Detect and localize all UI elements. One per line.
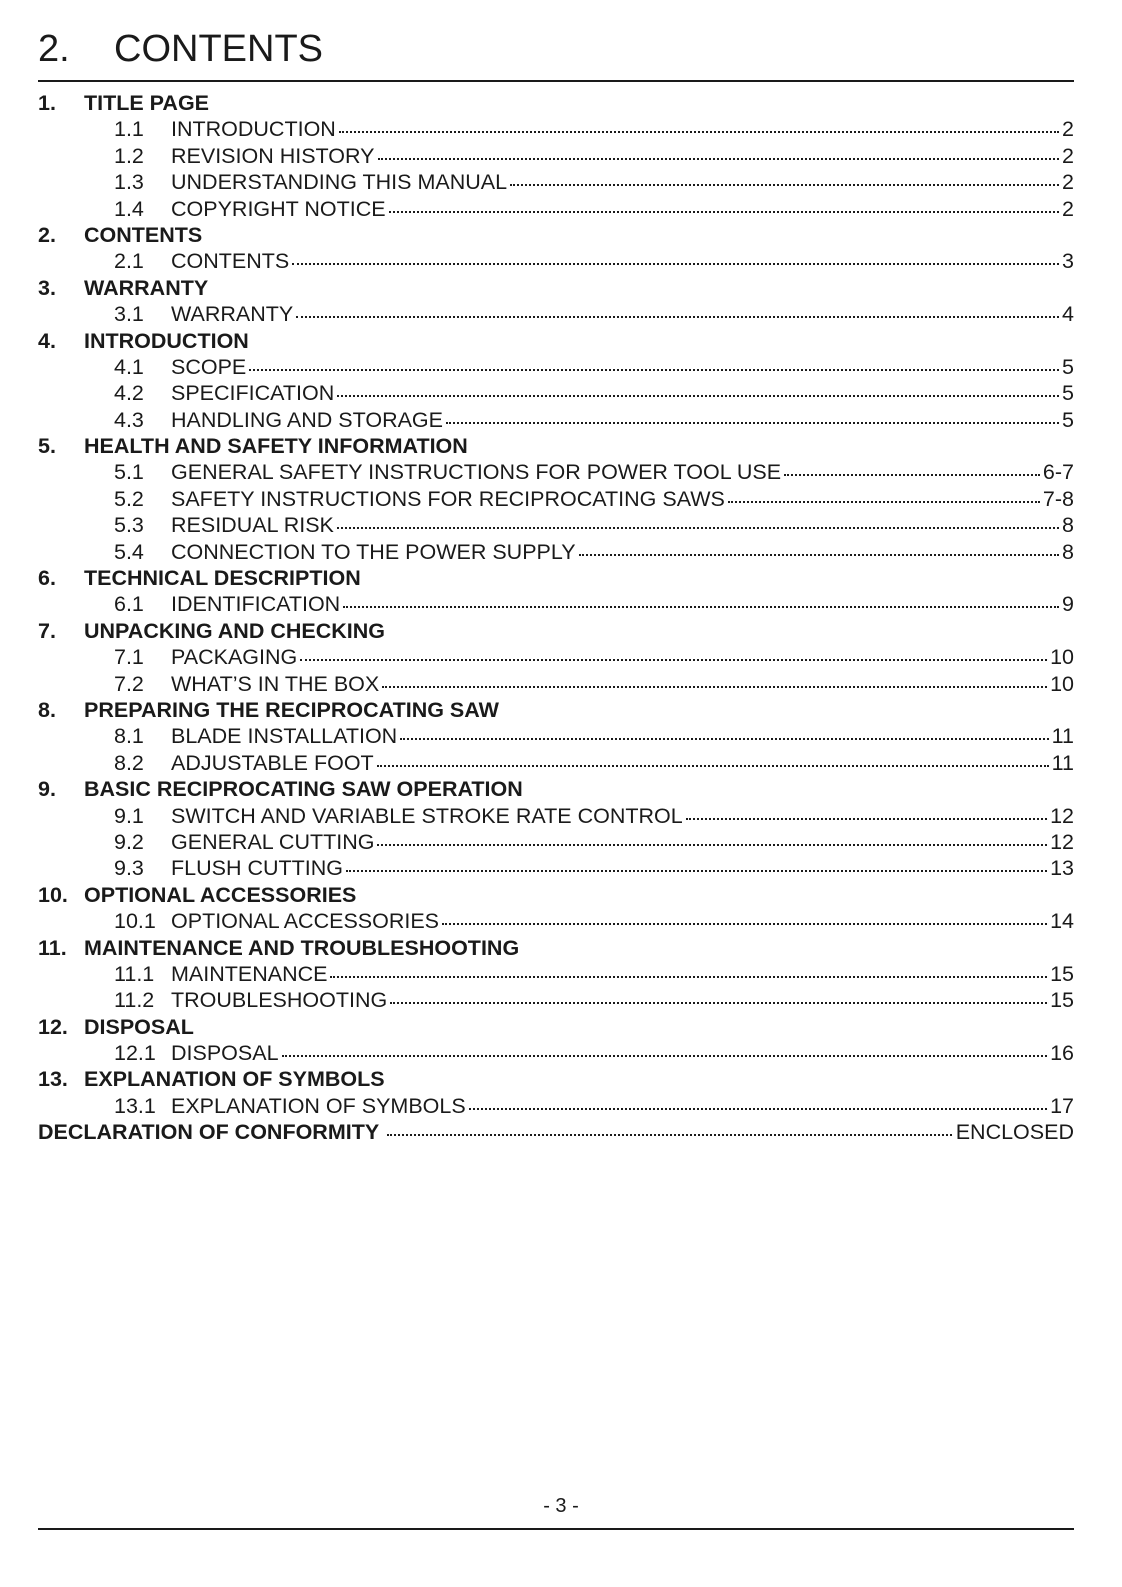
toc-entry[interactable] — [38, 407, 1074, 433]
toc-entry-title: ADJUSTABLE FOOT — [171, 750, 374, 775]
toc-entry-number: 5.4 — [114, 539, 144, 564]
dot-leader — [296, 316, 1059, 318]
toc-entry-page: 11 — [1051, 724, 1074, 749]
toc-entry-title: INTRODUCTION — [171, 117, 336, 142]
toc-entry-page: 3 — [1062, 249, 1074, 274]
toc-entry-title: REVISION HISTORY — [171, 143, 375, 168]
dot-leader — [346, 870, 1047, 872]
toc-entry-page: 2 — [1062, 117, 1074, 142]
toc-entry-number: 12.1 — [114, 1041, 156, 1066]
toc-entry-page: 2 — [1062, 143, 1074, 168]
toc-entry-number: 11.1 — [114, 961, 155, 986]
dot-leader — [330, 976, 1047, 978]
dot-leader — [686, 818, 1047, 820]
dot-leader — [387, 1134, 952, 1136]
dot-leader — [390, 1002, 1047, 1004]
toc-entry-number: 5.2 — [114, 486, 144, 511]
dot-leader — [442, 923, 1047, 925]
toc-entry-number: 6.1 — [114, 592, 144, 617]
toc-section-title: CONTENTS — [84, 222, 203, 247]
dot-leader — [389, 211, 1059, 213]
toc-entry[interactable] — [38, 723, 1074, 749]
toc-entry[interactable] — [38, 512, 1074, 538]
toc-entry-page: 17 — [1050, 1093, 1074, 1118]
toc-entry-number: 7.1 — [114, 645, 144, 670]
dot-leader — [337, 527, 1059, 529]
toc-entry[interactable] — [38, 829, 1074, 855]
toc-entry-number: 2.1 — [114, 249, 144, 274]
toc-entry-title: WARRANTY — [171, 302, 294, 327]
toc-entry-page: 8 — [1062, 539, 1074, 564]
toc-entry-number: 11.2 — [114, 988, 155, 1013]
dot-leader — [300, 659, 1047, 661]
page-title — [38, 26, 1074, 82]
dot-leader — [378, 158, 1059, 160]
toc-section-heading[interactable] — [38, 935, 1074, 961]
dot-leader — [382, 686, 1047, 688]
toc-entry-title: SWITCH AND VARIABLE STROKE RATE CONTROL — [171, 803, 683, 828]
toc-section-number: 13. — [38, 1067, 68, 1092]
toc-entry-title: WHAT’S IN THE BOX — [171, 671, 380, 696]
page-title-label: CONTENTS — [114, 28, 323, 70]
toc-entry[interactable] — [38, 644, 1074, 670]
toc-entry-number: 7.2 — [114, 671, 144, 696]
toc-section-title: TITLE PAGE — [84, 91, 210, 115]
toc-entry-page: 4 — [1062, 302, 1074, 327]
toc-entry[interactable] — [38, 143, 1074, 169]
toc-section-number: 12. — [38, 1014, 68, 1039]
toc-section-number: 11. — [38, 935, 67, 960]
toc-section-number: 4. — [38, 328, 56, 353]
toc-entry-number: 5.1 — [114, 460, 144, 485]
toc-section-title: DISPOSAL — [84, 1014, 194, 1039]
toc-entry-title: EXPLANATION OF SYMBOLS — [171, 1093, 466, 1118]
dot-leader — [784, 474, 1040, 476]
dot-leader — [728, 501, 1040, 503]
dot-leader — [446, 422, 1059, 424]
toc-entry-title: CONNECTION TO THE POWER SUPPLY — [171, 539, 576, 564]
toc-entry-number: 5.3 — [114, 513, 144, 538]
toc-entry[interactable] — [38, 750, 1074, 776]
toc-entry-number: 1.1 — [114, 117, 144, 142]
toc-entry[interactable] — [38, 301, 1074, 327]
dot-leader — [343, 606, 1059, 608]
toc-entry[interactable] — [38, 803, 1074, 829]
toc-entry-number: 10.1 — [114, 909, 156, 934]
dot-leader — [377, 844, 1047, 846]
toc-section-number: 10. — [38, 882, 68, 907]
page-number: - 3 - — [543, 1495, 579, 1517]
toc-entry-title: DISPOSAL — [171, 1041, 279, 1066]
toc-entry-number: 4.3 — [114, 407, 144, 432]
toc-section-heading[interactable] — [38, 776, 1074, 802]
dot-leader — [377, 765, 1049, 767]
toc-entry-page: 5 — [1062, 381, 1074, 406]
toc-entry[interactable] — [38, 591, 1074, 617]
toc-entry-title: FLUSH CUTTING — [171, 856, 343, 881]
toc-section-title: MAINTENANCE AND TROUBLESHOOTING — [84, 935, 520, 960]
toc-entry-page: 6-7 — [1042, 460, 1074, 485]
toc-entry[interactable] — [38, 459, 1074, 485]
toc-entry-title: IDENTIFICATION — [171, 592, 341, 617]
toc-entry-page: 8 — [1062, 513, 1074, 538]
toc-entry-title: PACKAGING — [171, 645, 298, 670]
page-title-number: 2. — [38, 28, 70, 70]
toc-entry-title: GENERAL SAFETY INSTRUCTIONS FOR POWER TOOL USE — [171, 460, 782, 485]
toc-entry[interactable] — [38, 539, 1074, 565]
toc-entry-page: 12 — [1050, 829, 1074, 854]
toc-entry[interactable] — [38, 169, 1074, 195]
toc-section-heading[interactable] — [38, 697, 1074, 723]
toc-entry-number: 8.2 — [114, 750, 144, 775]
toc-section-heading[interactable] — [38, 90, 1074, 116]
dot-leader — [282, 1055, 1048, 1057]
toc-entry-title: TROUBLESHOOTING — [171, 988, 388, 1013]
dot-leader — [292, 263, 1059, 265]
toc-entry-page: 2 — [1062, 196, 1074, 221]
toc-section-heading[interactable] — [38, 618, 1074, 644]
toc-entry-title: SAFETY INSTRUCTIONS FOR RECIPROCATING SAWS — [171, 486, 725, 511]
toc-section-heading[interactable] — [38, 433, 1074, 459]
toc-section-number: 7. — [38, 618, 56, 643]
toc-section-title: BASIC RECIPROCATING SAW OPERATION — [84, 777, 523, 802]
toc-section-number: 9. — [38, 777, 56, 802]
toc-entry-title: HANDLING AND STORAGE — [171, 407, 443, 432]
toc-entry-page: 7-8 — [1042, 486, 1074, 511]
toc-section-heading[interactable] — [38, 222, 1074, 248]
toc-section-heading[interactable] — [38, 882, 1074, 908]
toc-entry-page: 10 — [1050, 671, 1074, 696]
toc-entry[interactable] — [38, 908, 1074, 934]
toc-entry[interactable] — [38, 1093, 1074, 1119]
toc-entry-title: BLADE INSTALLATION — [171, 724, 398, 749]
declaration-title: DECLARATION OF CONFORMITY — [38, 1120, 380, 1145]
toc-entry[interactable] — [38, 354, 1074, 380]
toc-entry-page: 13 — [1050, 856, 1074, 881]
toc-entry-title: MAINTENANCE — [171, 961, 328, 986]
dot-leader — [579, 554, 1059, 556]
toc-entry[interactable] — [38, 116, 1074, 142]
toc-section-title: HEALTH AND SAFETY INFORMATION — [84, 434, 468, 459]
toc-entry[interactable] — [38, 248, 1074, 274]
toc-entry[interactable] — [38, 987, 1074, 1013]
toc-entry[interactable] — [38, 671, 1074, 697]
toc-section-number: 2. — [38, 222, 56, 247]
toc-entry-page: 14 — [1050, 909, 1074, 934]
toc-entry-number: 1.2 — [114, 143, 144, 168]
toc-entry[interactable] — [38, 1040, 1074, 1066]
toc-entry-page: 15 — [1050, 961, 1074, 986]
toc-entry[interactable] — [38, 855, 1074, 881]
toc-entry-title: OPTIONAL ACCESSORIES — [171, 909, 440, 934]
dot-leader — [400, 738, 1048, 740]
toc-entry-title: UNDERSTANDING THIS MANUAL — [171, 170, 508, 195]
toc-section-number: 8. — [38, 697, 56, 722]
toc-section-title: INTRODUCTION — [84, 328, 249, 353]
toc-section-number: 1. — [38, 91, 56, 115]
dot-leader — [337, 395, 1059, 397]
toc-declaration-entry[interactable] — [38, 1119, 1074, 1145]
toc-entry[interactable] — [38, 196, 1074, 222]
toc-entry-title: COPYRIGHT NOTICE — [171, 196, 386, 221]
toc-entry-number: 1.3 — [114, 170, 144, 195]
toc-entry-number: 4.1 — [114, 354, 144, 379]
dot-leader — [249, 369, 1059, 371]
toc-entry-page: 12 — [1050, 803, 1074, 828]
toc-entry-number: 3.1 — [114, 302, 144, 327]
toc-entry-number: 1.4 — [114, 196, 144, 221]
toc-entry-title: SCOPE — [171, 354, 247, 379]
toc-entry-page: 10 — [1050, 645, 1074, 670]
toc-section-heading[interactable] — [38, 1066, 1074, 1092]
toc-section-heading[interactable] — [38, 328, 1074, 354]
toc-entry-title: GENERAL CUTTING — [171, 829, 375, 854]
toc-section-heading[interactable] — [38, 275, 1074, 301]
toc-section-title: UNPACKING AND CHECKING — [84, 618, 385, 643]
toc-section-heading[interactable] — [38, 565, 1074, 591]
dot-leader — [339, 131, 1059, 133]
toc-entry-page: 15 — [1050, 988, 1074, 1013]
toc-entry-number: 9.2 — [114, 829, 144, 854]
toc-section-title: EXPLANATION OF SYMBOLS — [84, 1067, 385, 1092]
dot-leader — [510, 184, 1059, 186]
toc-entry[interactable] — [38, 486, 1074, 512]
dot-leader — [469, 1108, 1047, 1110]
toc-entry-title: CONTENTS — [171, 249, 290, 274]
declaration-page: ENCLOSED — [955, 1120, 1074, 1145]
toc-entry-page: 5 — [1062, 354, 1074, 379]
toc-entry-number: 8.1 — [114, 724, 144, 749]
toc-entry-title: SPECIFICATION — [171, 381, 335, 406]
toc-section-number: 6. — [38, 566, 56, 591]
toc-entry-title: RESIDUAL RISK — [171, 513, 334, 538]
toc-section-heading[interactable] — [38, 1014, 1074, 1040]
toc-entry-number: 4.2 — [114, 381, 144, 406]
toc-entry-page: 5 — [1062, 407, 1074, 432]
toc-section-title: PREPARING THE RECIPROCATING SAW — [84, 697, 499, 722]
toc-entry-number: 13.1 — [114, 1093, 156, 1118]
toc-section-title: OPTIONAL ACCESSORIES — [84, 882, 357, 907]
toc-section-number: 3. — [38, 275, 56, 300]
toc-section-number: 5. — [38, 434, 56, 459]
toc-entry-page: 11 — [1051, 750, 1074, 775]
toc-entry-number: 9.3 — [114, 856, 144, 881]
toc-entry-page: 2 — [1062, 170, 1074, 195]
toc-entry-page: 16 — [1050, 1041, 1074, 1066]
toc-entry-number: 9.1 — [114, 803, 144, 828]
toc-section-title: TECHNICAL DESCRIPTION — [84, 566, 361, 591]
table-of-contents — [38, 90, 1074, 1146]
footer-divider — [38, 1528, 1074, 1530]
toc-section-title: WARRANTY — [84, 275, 209, 300]
toc-entry[interactable] — [38, 380, 1074, 406]
toc-entry-page: 9 — [1062, 592, 1074, 617]
toc-entry[interactable] — [38, 961, 1074, 987]
